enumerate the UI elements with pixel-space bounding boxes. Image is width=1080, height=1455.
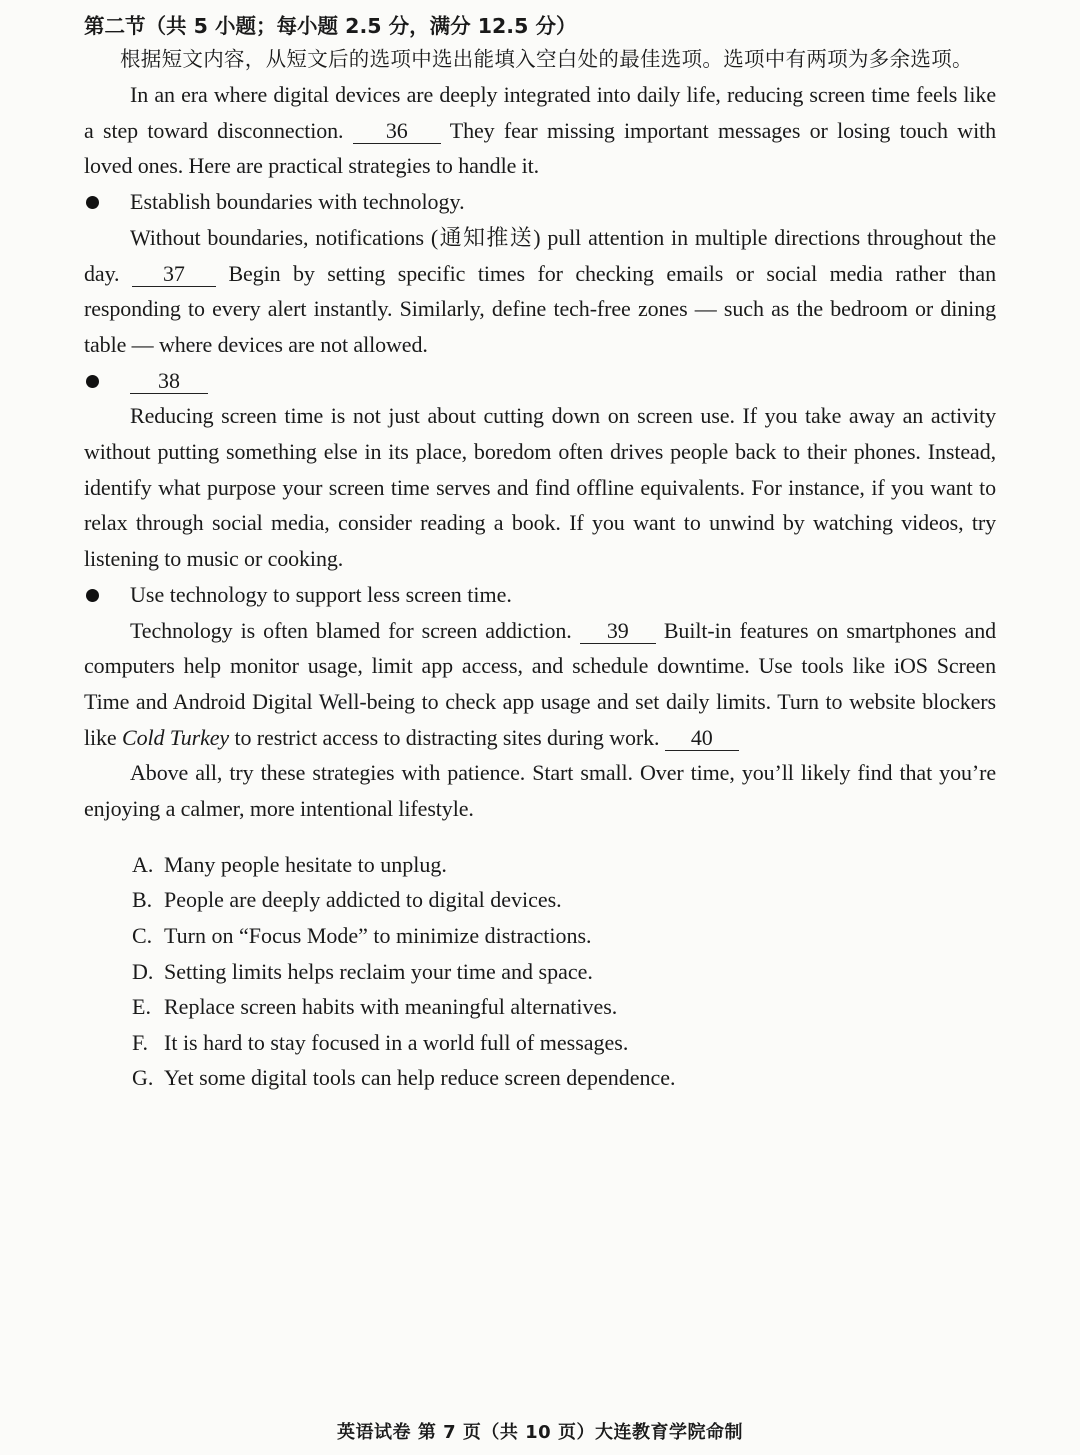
intro-text-b: They fear missing important messages or losing touch with loved ones. Here are practical strategies to handle it. bbox=[84, 117, 996, 179]
options-list bbox=[84, 847, 996, 1096]
p1-text-b: Begin by setting specific times for checking emails or social media rather than responding to every alert instantly. Similarly, define tech-free zones — such as the bedroom or dining table — where devices are not allowed. bbox=[84, 260, 996, 357]
option-text: Replace screen habits with meaningful alternatives. bbox=[164, 994, 618, 1020]
option-e bbox=[132, 989, 996, 1025]
p3-text-b: Built-in features on smartphones and computers help monitor usage, limit app access, and schedule downtime. Use tools like iOS Screen Time and Android Digital Well-being to check app usage and set daily limits. Turn to website blockers like bbox=[84, 617, 997, 750]
option-letter: A. bbox=[132, 851, 154, 877]
heading3-text: Use technology to support less screen time. bbox=[130, 581, 512, 607]
paragraph-alternatives: Reducing screen time is not just about cutting down on screen use. If you take away an activity without putting something else in its place, boredom often drives people back to their phones. Instead, identify what purpose your screen time serves and find offline equivalents. For instance, if you want to relax through social media, consider reading a book. If you want to unwind by watching videos, try listening to music or cooking. bbox=[84, 403, 996, 572]
option-f bbox=[132, 1025, 996, 1061]
heading1-text: Establish boundaries with technology. bbox=[130, 189, 465, 215]
p1-text-a: Without boundaries, notifications (通知推送) pull attention in multiple directions throughout the day. bbox=[84, 224, 996, 286]
p3-italic-title: Cold Turkey bbox=[122, 724, 230, 750]
paragraph-intro bbox=[84, 77, 996, 184]
blank-39: 39 bbox=[580, 619, 656, 644]
exam-page bbox=[84, 10, 996, 1096]
option-c bbox=[132, 918, 996, 954]
option-letter: B. bbox=[132, 887, 153, 913]
instructions: 根据短文内容，从短文后的选项中选出能填入空白处的最佳选项。选项中有两项为多余选项。 bbox=[120, 47, 973, 71]
blank-40: 40 bbox=[665, 726, 739, 751]
heading-blank-38 bbox=[84, 363, 996, 399]
option-b bbox=[132, 882, 996, 918]
heading-technology bbox=[84, 577, 996, 613]
bullet-icon bbox=[86, 375, 99, 388]
option-text: Setting limits helps reclaim your time and space. bbox=[164, 958, 593, 984]
option-d bbox=[132, 954, 996, 990]
option-text: It is hard to stay focused in a world full of messages. bbox=[164, 1029, 629, 1055]
option-text: Yet some digital tools can help reduce screen dependence. bbox=[164, 1065, 676, 1091]
blank-38: 38 bbox=[130, 369, 208, 394]
option-a bbox=[132, 847, 996, 883]
intro-text-a: In an era where digital devices are deeply integrated into daily life, reducing screen time feels like a step toward disconnection. bbox=[84, 82, 996, 143]
section-title: 第二节（共 5 小题；每小题 2.5 分，满分 12.5 分） bbox=[84, 14, 577, 38]
paragraph-boundaries bbox=[84, 220, 996, 363]
blank-36: 36 bbox=[353, 119, 441, 144]
bullet-icon bbox=[86, 589, 99, 602]
option-letter: E. bbox=[132, 994, 151, 1020]
paragraph-technology bbox=[84, 613, 996, 756]
heading-boundaries bbox=[84, 184, 996, 220]
option-text: People are deeply addicted to digital devices. bbox=[164, 887, 562, 913]
option-letter: D. bbox=[132, 958, 154, 984]
option-text: Many people hesitate to unplug. bbox=[164, 851, 447, 877]
blank-37: 37 bbox=[132, 262, 216, 287]
option-letter: F. bbox=[132, 1029, 148, 1055]
option-text: Turn on “Focus Mode” to minimize distractions. bbox=[164, 922, 592, 948]
bullet-icon bbox=[86, 196, 99, 209]
option-letter: G. bbox=[132, 1065, 154, 1091]
p3-text-a: Technology is often blamed for screen addiction. bbox=[130, 617, 572, 643]
option-g bbox=[132, 1060, 996, 1096]
page-footer: 英语试卷 第 7 页（共 10 页）大连教育学院命制 bbox=[337, 1422, 743, 1443]
option-letter: C. bbox=[132, 922, 153, 948]
paragraph-conclusion: Above all, try these strategies with patience. Start small. Over time, you’ll likely find that you’re enjoying a calmer, more intentional lifestyle. bbox=[84, 760, 996, 822]
p3-text-c: to restrict access to distracting sites during work. bbox=[234, 724, 660, 750]
